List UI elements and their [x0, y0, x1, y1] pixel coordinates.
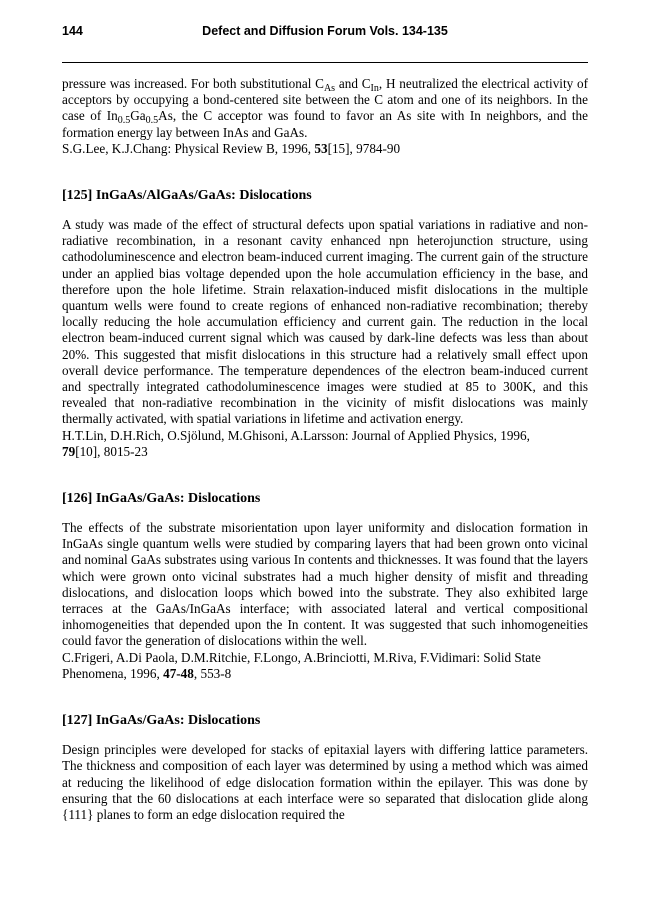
entry-title-125: [125] InGaAs/AlGaAs/GaAs: Dislocations: [62, 188, 312, 204]
entry-body-126: The effects of the substrate misorientation upon layer uniformity and dislocation formation in InGaAs single quantum wells were studied by comparing layers that had been grown onto vicinal and nominal GaAs substrates using various In contents and thicknesses. It was found that the layers which were grown onto vicinal substrates had a much higher density of misfit and threading dislocations, and dislocation loops which bowed into the substrate. They also exhibited large terraces at the GaAs/InGaAs interface; with associated lateral and vertical compositional inhomogeneities that depended upon the In content. It was suggested that such inhomogeneities could favor the generation of dislocations within the well.: [62, 520, 588, 649]
entry-reference-126: C.Frigeri, A.Di Paola, D.M.Ritchie, F.Longo, A.Brinciotti, M.Riva, F.Vidimari: Solid State Phenomena, 1996, 47-48, 553-8: [62, 649, 541, 681]
entry-title-127: [127] InGaAs/GaAs: Dislocations: [62, 713, 261, 729]
header-rule: [62, 62, 588, 63]
intro-paragraph: pressure was increased. For both substitutional $C_{As}$ and $C_{In}$, H neutralized the electrical activity of acceptors by occupying a bond-centered site between the C atom and one of its neighbors. In the case of $In_{0.5}Ga_{0.5}As$, the C acceptor was found to favor an As site with In neighbors, and the formation energy lay between InAs and GaAs.: [62, 76, 588, 140]
running-header: [62, 24, 588, 42]
entry-title-126: [126] InGaAs/GaAs: Dislocations: [62, 491, 261, 507]
intro-reference: S.G.Lee, K.J.Chang: Physical Review B, 1996, 53[15], 9784-90: [62, 140, 401, 156]
journal-title: Defect and Diffusion Forum Vols. 134-135: [202, 24, 448, 38]
entry-body-125: A study was made of the effect of structural defects upon spatial variations in radiative and non-radiative recombination, in a resonant cavity enhanced npn heterojunction structure, using cathodoluminescence and electron beam-induced current imaging. The current gain of the structure under an applied bias voltage depended upon the hole accumulation efficiency in the base, and therefore upon the hole lifetime. Strain relaxation-induced misfit dislocations in the multiple quantum wells were found to create regions of enhanced non-radiative recombination; thereby locally reducing the hole accumulation efficiency and current gain. The reduction in the local electron beam-induced current signal which was caused by dark-line defects was less than about 20%. This suggested that misfit dislocations in this structure had a relatively small effect upon overall device performance. The temperature dependences of the electron beam-induced current and spectrally integrated cathodoluminescence images were studied at 85 to 300K, and this revealed that non-radiative recombination in the vicinity of misfit dislocations was mainly thermally activated, with spatial variations in lifetime and activation energy.: [62, 217, 588, 427]
entry-body-127: Design principles were developed for stacks of epitaxial layers with differing lattice parameters. The thickness and composition of each layer was determined by using a method which was aimed at reducing the likelihood of edge dislocation formation within the epilayer. This was done by ensuring that the 60 dislocations at each interface were so separated that dislocation glide along {111} planes to form an edge dislocation required the: [62, 742, 588, 822]
page-number: 144: [62, 24, 83, 38]
page-body: [62, 76, 588, 823]
entry-reference-125: H.T.Lin, D.H.Rich, O.Sjölund, M.Ghisoni, A.Larsson: Journal of Applied Physics, 1996, 79[10], 8015-23: [62, 427, 530, 459]
